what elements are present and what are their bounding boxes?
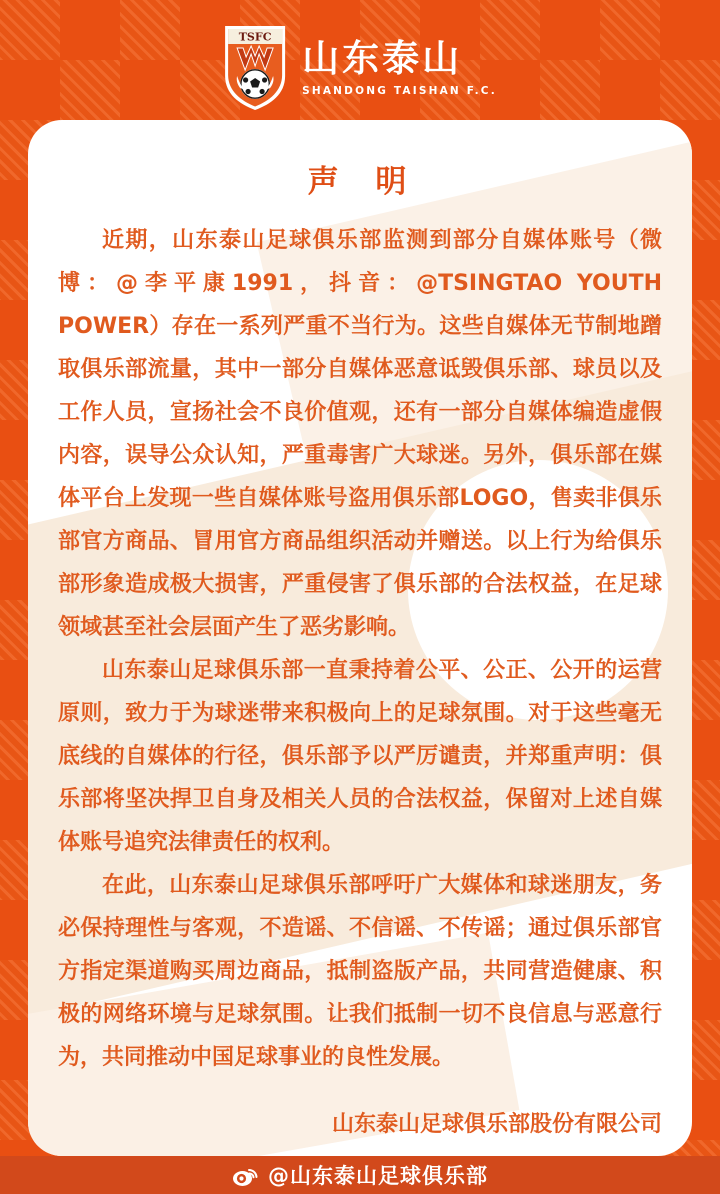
statement-card bbox=[28, 120, 692, 1156]
statement-paragraph-3: 在此，山东泰山足球俱乐部呼吁广大媒体和球迷朋友，务必保持理性与客观，不造谣、不信谣、不传谣；通过俱乐部官方指定渠道购买周边商品，抵制盗版产品，共同营造健康、积极的网络环境与足球氛围。让我们抵制一切不良信息与恶意行为，共同推动中国足球事业的良性发展。 bbox=[58, 873, 662, 1070]
club-crest-icon bbox=[223, 24, 287, 112]
weibo-icon bbox=[232, 1163, 259, 1187]
club-name: 山东泰山 bbox=[302, 37, 463, 81]
svg-text:TSFC: TSFC bbox=[238, 30, 272, 44]
footer-bar bbox=[0, 1156, 720, 1194]
club-wordmark bbox=[302, 39, 497, 97]
club-logo bbox=[223, 24, 497, 112]
statement-title: 声 明 bbox=[307, 164, 413, 200]
weibo-handle: @山东泰山足球俱乐部 bbox=[268, 1164, 488, 1188]
statement-paragraph-2: 山东泰山足球俱乐部一直秉持着公平、公正、公开的运营原则，致力于为球迷带来积极向上的足球氛围。对于这些毫无底线的自媒体的行径，俱乐部予以严厉谴责，并郑重声明：俱乐部将坚决捍卫自身及相关人员的合法权益，保留对上述自媒体账号追究法律责任的权利。 bbox=[58, 658, 662, 855]
signature-block bbox=[58, 1111, 662, 1156]
club-name-en: SHANDONG TAISHAN F.C. bbox=[302, 84, 497, 97]
statement-paragraph-1: 近期，山东泰山足球俱乐部监测到部分自媒体账号（微博：@李平康1991，抖音：@TSINGTAO YOUTH POWER）存在一系列严重不当行为。这些自媒体无节制地蹭取俱乐部流量，其中一部分自媒体恶意诋毁俱乐部、球员以及工作人员，宣扬社会不良价值观，还有一部分自媒体编造虚假内容，误导公众认知，严重毒害广大球迷。另外，俱乐部在媒体平台上发现一些自媒体账号盗用俱乐部LOGO，售卖非俱乐部官方商品、冒用官方商品组织活动并赠送。以上行为给俱乐部形象造成极大损害，严重侵害了俱乐部的合法权益，在足球领域甚至社会层面产生了恶劣影响。 bbox=[58, 228, 662, 640]
signature-company: 山东泰山足球俱乐部股份有限公司 bbox=[331, 1112, 662, 1137]
statement-body bbox=[58, 219, 662, 1079]
